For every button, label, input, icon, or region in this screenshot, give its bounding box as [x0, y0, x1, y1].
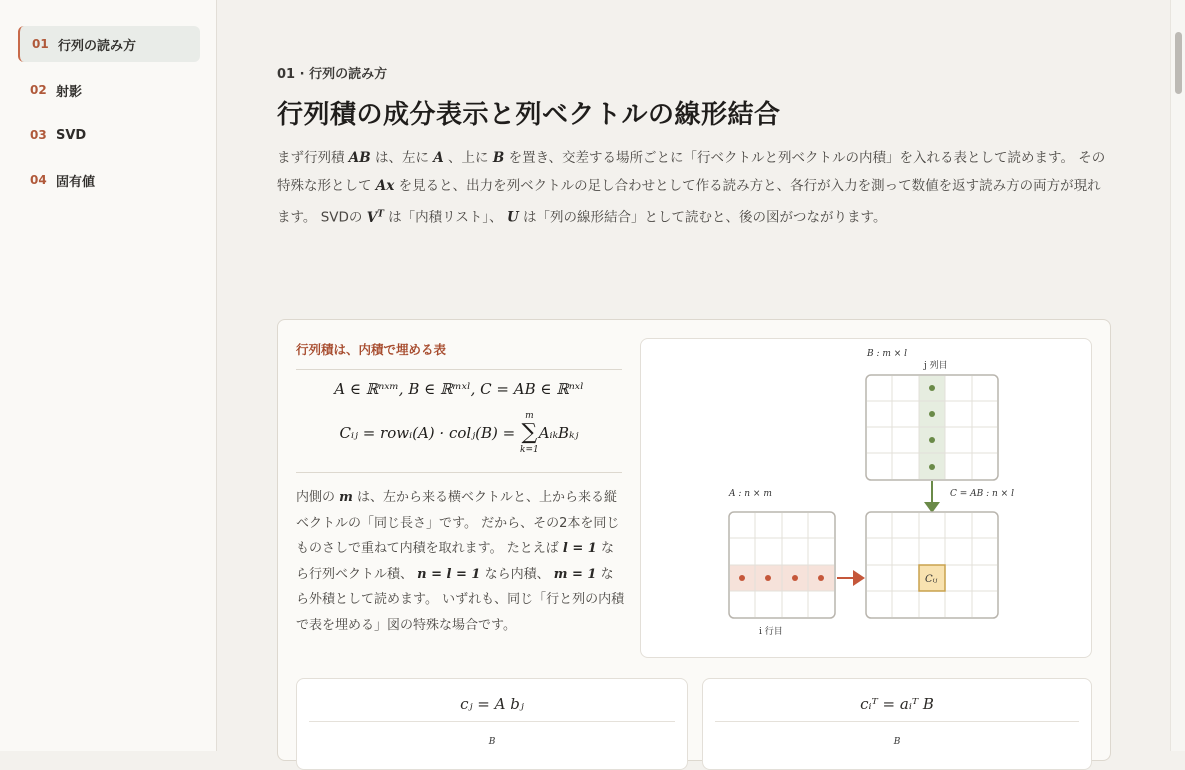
sidebar-item-label: 固有値 — [56, 174, 96, 190]
intro-text: は、左に — [370, 150, 434, 166]
row-view-b-label: B — [893, 737, 901, 747]
body-text: なら内積、 — [480, 566, 554, 582]
page-title: 行列積の成分表示と列ベクトルの線形結合 — [277, 100, 781, 130]
math-inline: m = 1 — [553, 566, 597, 582]
main-content — [217, 0, 1170, 751]
body-text: なら行列ベクトル積、 — [296, 541, 614, 582]
scrollbar[interactable] — [1170, 0, 1185, 751]
summation — [520, 410, 539, 456]
card-body-text — [296, 485, 626, 638]
intro-text: 、上に — [443, 150, 493, 166]
math-superscript: T — [377, 209, 384, 219]
result-cell-label: Cᵢⱼ — [925, 574, 938, 585]
math-inline: Ax — [375, 178, 395, 194]
column-view-equation: cⱼ = A bⱼ — [460, 695, 524, 713]
sidebar-item-label: 行列の読み方 — [58, 38, 137, 54]
math-inline: AB — [348, 150, 371, 166]
column-label: j 列目 — [924, 361, 948, 371]
math-inline — [367, 210, 384, 226]
sidebar-item-number: 04 — [30, 173, 47, 187]
matrix-product-diagram — [640, 338, 1092, 658]
right-arrow-icon — [853, 570, 865, 586]
sidebar-item-number: 01 — [32, 37, 49, 51]
intro-text: は「内積リスト」、 — [383, 209, 507, 226]
section-eyebrow: 01 · 行列の読み方 — [277, 67, 388, 82]
a-dimension-label: A : n × m — [729, 489, 772, 499]
intro-text: を置き、交差する場所ごとに「行ベクトルと列ベクトルの内積」を入れる表として読めます。 その特殊な形として — [277, 150, 1106, 194]
math-inline: l = 1 — [562, 541, 597, 556]
math-inline: B — [492, 150, 505, 166]
intro-paragraph — [277, 144, 1107, 232]
body-text: は、左から来る横ベクトルと、上から来る縦ベクトルの「同じ長さ」です。 だから、その2本を同じものさしで重ねて内積を取れます。 たとえば — [296, 490, 620, 556]
sum-upper: m — [525, 411, 534, 421]
matrix-product-card — [277, 319, 1111, 761]
divider — [296, 472, 622, 473]
scrollbar-thumb[interactable] — [1175, 32, 1182, 94]
math-inline: U — [506, 209, 519, 226]
sum-symbol: ∑ — [521, 420, 538, 445]
divider — [309, 721, 675, 722]
row-label: i 行目 — [759, 627, 783, 637]
sidebar-item-eigenvalues[interactable] — [18, 162, 198, 198]
math-inline: A — [433, 150, 444, 166]
intro-text: は「列の線形結合」として読むと、後の図がつながります。 — [518, 209, 887, 226]
row-view-equation: cᵢᵀ = aᵢᵀ B — [860, 695, 934, 713]
sidebar-item-number: 03 — [30, 128, 47, 142]
column-view-card — [296, 678, 688, 770]
sidebar-item-svd[interactable] — [18, 117, 198, 153]
body-text: 内側の — [296, 490, 340, 505]
equation-lhs: Cᵢⱼ = rowᵢ(A) · colⱼ(B) = — [339, 424, 520, 442]
intro-text: を見ると、出力を列ベクトルの足し合わせとして作る読み方と、各行が入力を測って数値を返す読み方の両方が現れます。 SVDの — [277, 178, 1101, 226]
b-dimension-label: B : m × l — [867, 349, 908, 359]
column-view-b-label: B — [488, 737, 496, 747]
sidebar-item-projection[interactable] — [18, 72, 198, 108]
body-text: なら外積として読めます。 いずれも、同じ「行と列の内積で表を埋める」図の特殊な場合です。 — [296, 566, 625, 633]
sidebar-item-matrix-reading[interactable] — [18, 26, 200, 62]
diagram-svg — [641, 339, 1091, 657]
math-inline: m — [339, 490, 353, 505]
sum-lower: k=1 — [519, 445, 539, 455]
row-view-card — [702, 678, 1092, 770]
sidebar-item-label: 射影 — [56, 84, 83, 100]
sidebar — [0, 0, 217, 751]
equation-rhs: AᵢₖBₖⱼ — [538, 424, 579, 442]
equation-entry — [296, 410, 622, 456]
intro-text: まず行列積 — [277, 150, 349, 166]
divider — [296, 369, 622, 370]
equation-dimensions: A ∈ ℝⁿˣᵐ, B ∈ ℝᵐˣˡ, C = AB ∈ ℝⁿˣˡ — [334, 380, 584, 398]
math-inline: n = l = 1 — [417, 566, 481, 582]
card-title: 行列積は、内積で埋める表 — [296, 342, 447, 357]
divider — [715, 721, 1079, 722]
c-dimension-label: C = AB : n × l — [950, 489, 1014, 499]
sidebar-item-label: SVD — [56, 127, 87, 143]
sidebar-item-number: 02 — [30, 83, 47, 97]
math-symbol: V — [366, 209, 378, 226]
